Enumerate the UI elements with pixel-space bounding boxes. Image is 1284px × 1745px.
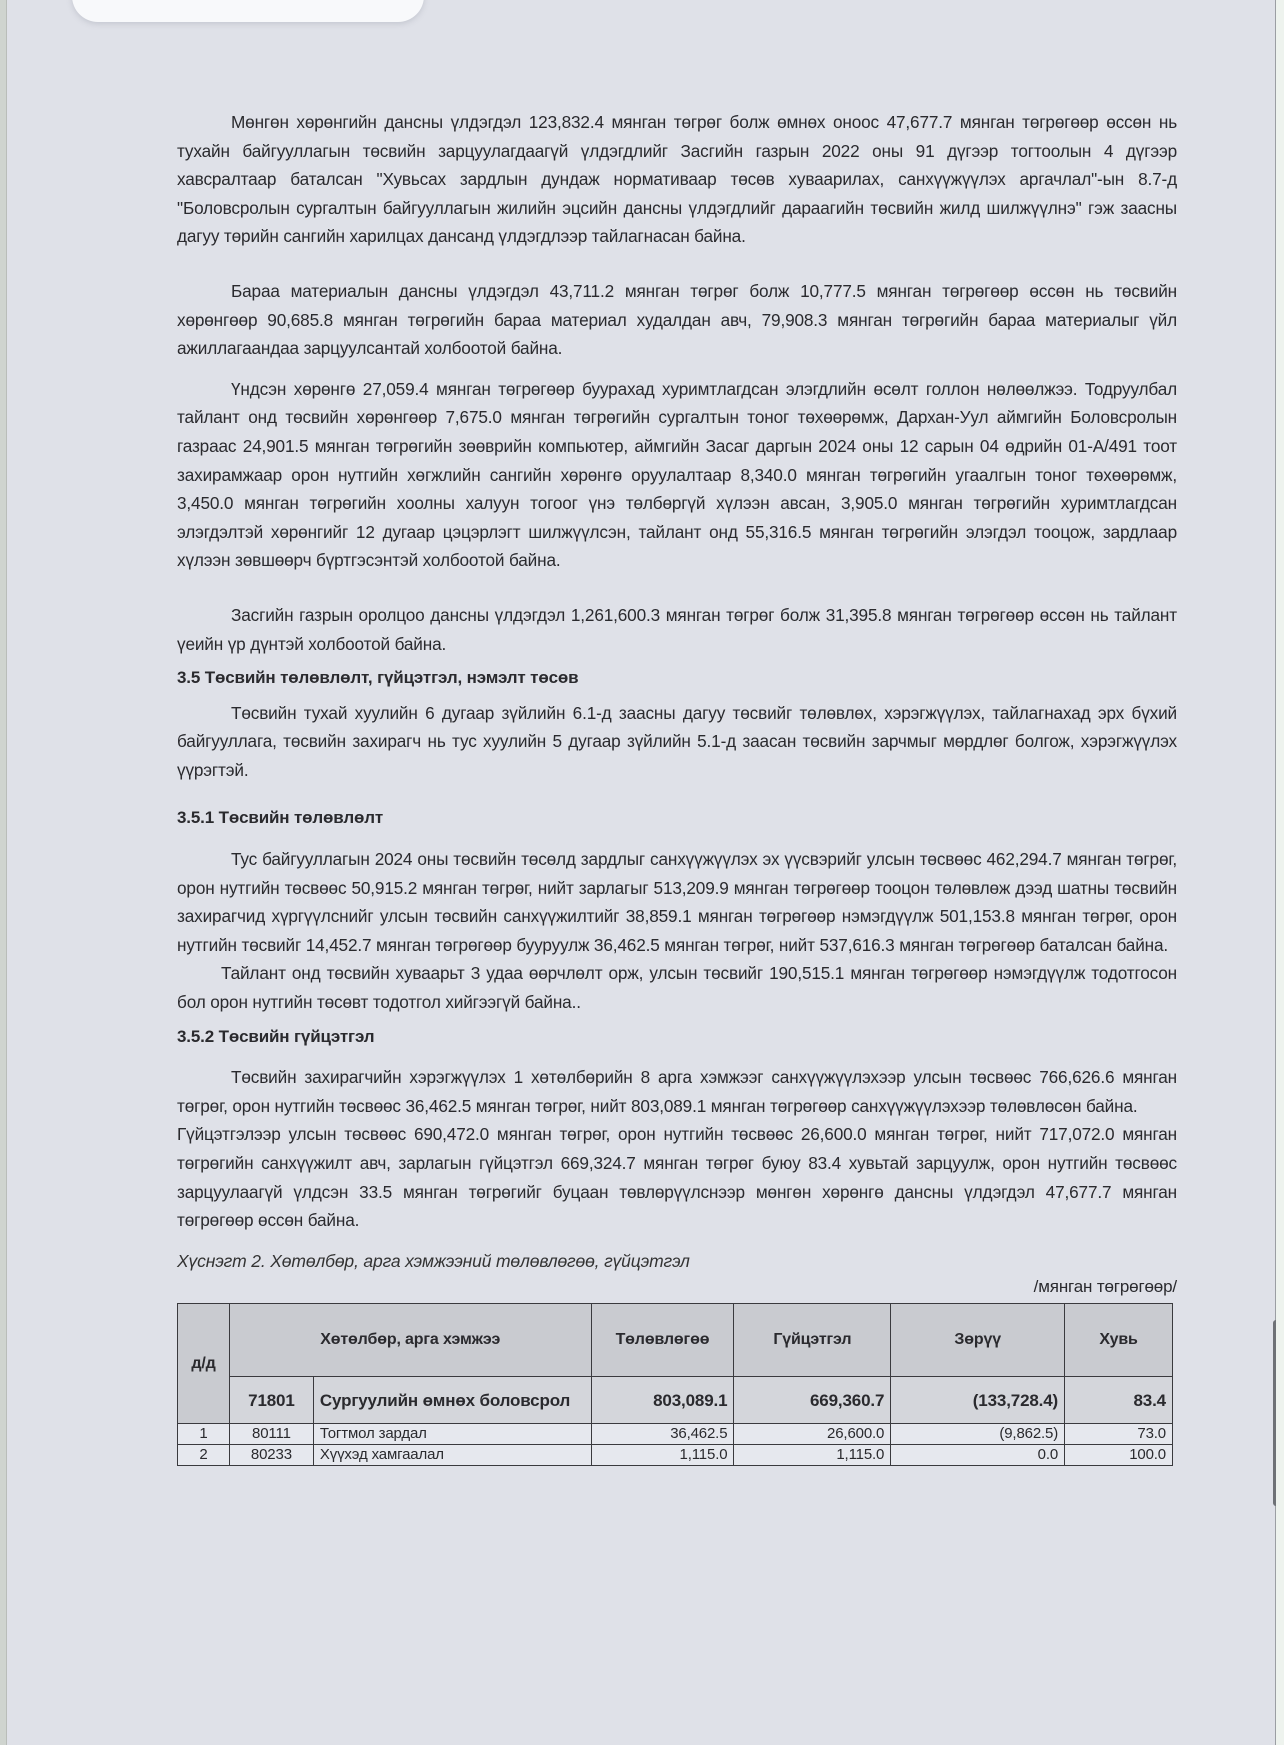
overlay-tab	[72, 0, 424, 22]
paragraph-fixed-assets: Үндсэн хөрөнгө 27,059.4 мянган төгрөгөөр буурахад хуримтлагдсан элэгдлийн өсөлт голлон нөлөөлжээ. Тодруулбал тайлант онд төсвийн хөрөнгөөр 7,675.0 мянган төгрөгийн сургалтын тоног төхөөрөмж, Дархан-Уул аймгийн Боловсролын газраас 24,901.5 мянган төгрөгийн зөөврийн компьютер, аймгийн Засаг даргын 2024 оны 12 сарын 04 өдрийн 01-А/491 тоот захирамжаар орон нутгийн хөгжлийн сангийн хөрөнгө оруулалтаар 8,340.0 мянган төгрөгийн угаалгын тоног төхөөрөмж, 3,450.0 мянган төгрөгийн хоолны халуун тогоог үнэ төлбөргүй хүлээн авсан, 3,905.0 мянган төгрөгийн хуримтлагдсан элэгдэлтэй хөрөнгийг 12 дугаар цэцэрлэгт шилжүүлсэн, тайлант онд 55,316.5 мянган төгрөгийн элэгдэл тооцож, зардлаар хүлээн зөвшөөрч бүртгэсэнтэй холбоотой байна.	[177, 378, 1177, 571]
section-heading-3-5-1: 3.5.1 Төсвийн төлөвлөлт	[177, 808, 384, 828]
paragraph-inventory: Бараа материалын дансны үлдэгдэл 43,711.2 мянган төгрөг болж 10,777.5 мянган төгрөгөөр өссөн нь төсвийн хөрөнгөөр 90,685.8 мянган төгрөгийн бараа материал худалдан авч, 79,908.3 мянган төгрөгийн бараа материалыг үйл ажиллагаандаа зарцуулсантай холбоотой байна.	[177, 280, 1177, 359]
row-name: Хүүхэд хамгаалал	[313, 1445, 591, 1466]
table-row	[178, 1424, 1173, 1445]
row-no: 2	[178, 1445, 230, 1466]
paragraph-budget-law: Төсвийн тухай хуулийн 6 дугаар зүйлийн 6.1-д заасны дагуу төсвийг төлөвлөх, хэрэгжүүлэх, тайлагнахад эрх бүхий байгууллага, төсвийн захирагч нь тус хуулийн 5 дугаар зүйлийн 5.1-д заасан төсвийн зарчмыг мөрдлөг болгож, хэрэгжүүлэх үүрэгтэй.	[177, 702, 1177, 780]
row-diff: 0.0	[891, 1445, 1065, 1466]
window-right-edge	[1276, 0, 1284, 1745]
row-diff: (9,862.5)	[891, 1424, 1065, 1445]
row-pct: 100.0	[1065, 1445, 1173, 1466]
table-unit-label: /мянган төгрөгөөр/	[1033, 1277, 1177, 1297]
row-no: 1	[178, 1424, 230, 1445]
program-code: 71801	[229, 1377, 313, 1424]
row-plan: 36,462.5	[591, 1424, 734, 1445]
document-content	[177, 108, 1177, 1466]
header-no: д/д	[178, 1304, 230, 1424]
window-left-edge	[0, 0, 7, 1745]
program-actual: 669,360.7	[734, 1377, 891, 1424]
paragraph-cash-balance: Мөнгөн хөрөнгийн дансны үлдэгдэл 123,832.4 мянган төгрөг болж өмнөх оноос 47,677.7 мянган төгрөгөөр өссөн нь тухайн байгууллагын төсвийн зарцуулагдаагүй үлдэгдлийг Засгийн газрын 2022 оны 91 дүгээр тогтоолын 4 дүгээр хавсралтаар баталсан "Хувьсах зардлын дундаж нормативаар төсөв хуваарилах, санхүүжүүлэх аргачлал"-ын 8.7-д "Боловсролын сургалтын байгууллагын жилийн эцсийн дансны үлдэгдлийг дараагийн төсвийн жилд шилжүүлнэ" гэж заасны дагуу төрийн сангийн харилцах дансанд үлдэгдлээр тайлагнасан байна.	[177, 112, 1177, 247]
row-name: Тогтмол зардал	[313, 1424, 591, 1445]
row-actual: 26,600.0	[734, 1424, 891, 1445]
header-diff: Зөрүү	[891, 1304, 1065, 1377]
row-pct: 73.0	[1065, 1424, 1173, 1445]
row-actual: 1,115.0	[734, 1445, 891, 1466]
paragraph-budget-execution-plan: Төсвийн захирагчийн хэрэгжүүлэх 1 хөтөлбөрийн 8 арга хэмжээг санхүүжүүлэхээр улсын төсвөөс 766,626.6 мянган төгрөг, орон нутгийн төсвөөс 36,462.5 мянган төгрөг, нийт 803,089.1 мянган төгрөгөөр санхүүжүүлэхээр төлөвлөсөн байна.	[177, 1067, 1177, 1116]
table-row-program	[178, 1377, 1173, 1424]
program-diff: (133,728.4)	[891, 1377, 1065, 1424]
budget-table	[177, 1303, 1173, 1466]
header-plan: Төлөвлөгөө	[591, 1304, 734, 1377]
row-code: 80111	[229, 1424, 313, 1445]
section-heading-3-5: 3.5 Төсвийн төлөвлөлт, гүйцэтгэл, нэмэлт төсөв	[177, 668, 579, 688]
program-name: Сургуулийн өмнөх боловсрол	[313, 1377, 591, 1424]
table-row	[178, 1445, 1173, 1466]
program-pct: 83.4	[1065, 1377, 1173, 1424]
header-actual: Гүйцэтгэл	[734, 1304, 891, 1377]
paragraph-budget-execution-actual: Гүйцэтгэлээр улсын төсвөөс 690,472.0 мянган төгрөг, орон нутгийн төсвөөс 26,600.0 мянган төгрөг, нийт 717,072.0 мянган төгрөгийн санхүүжилт авч, зарлагын гүйцэтгэл 669,324.7 мянган төгрөг буюу 83.4 хувьтай зарцуулж, орон нутгийн төсвөөс зарцуулаагүй үлдсэн 33.5 мянган төгрөгийг буцаан төвлөрүүлснээр мөнгөн хөрөнгө дансны үлдэгдэл 47,677.7 мянган төгрөгөөр өссөн байна.	[177, 1124, 1177, 1231]
paragraph-budget-planning: Тус байгууллагын 2024 оны төсвийн төсөлд зардлыг санхүүжүүлэх эх үүсвэрийг улсын төсвөөс 462,294.7 мянган төгрөг, орон нутгийн төсвөөс 50,915.2 мянган төгрөг, нийт зарлагыг 513,209.9 мянган төгрөгөөр тооцон төлөвлөж дээд шатны төсвийн захирагчид хүргүүлснийг улсын төсвийн санхүүжилтийг 38,859.1 мянган төгрөгөөр нэмэгдүүлж 501,153.8 мянган төгрөг, орон нутгийн төсвийг 14,452.7 мянган төгрөгөөр бууруулж 36,462.5 мянган төгрөг, нийт 537,616.3 мянган төгрөгөөр баталсан байна.	[177, 849, 1177, 955]
section-heading-3-5-2: 3.5.2 Төсвийн гүйцэтгэл	[177, 1026, 375, 1046]
row-plan: 1,115.0	[591, 1445, 734, 1466]
paragraph-budget-amendment: Тайлант онд төсвийн хуваарьт 3 удаа өөрчлөлт орж, улсын төсвийг 190,515.1 мянган төгрөгөөр нэмэгдүүлж тодотгосон бол орон нутгийн төсөвт тодотгол хийгээгүй байна..	[177, 963, 1177, 1013]
header-pct: Хувь	[1065, 1304, 1173, 1377]
header-program: Хөтөлбөр, арга хэмжээ	[229, 1304, 591, 1377]
row-code: 80233	[229, 1445, 313, 1466]
paragraph-government-equity: Засгийн газрын оролцоо дансны үлдэгдэл 1,261,600.3 мянган төгрөг болж 31,395.8 мянган төгрөгөөр өссөн нь тайлант үеийн үр дүнтэй холбоотой байна.	[177, 604, 1177, 654]
table-caption: Хүснэгт 2. Хөтөлбөр, арга хэмжээний төлөвлөгөө, гүйцэтгэл	[177, 1250, 690, 1271]
program-plan: 803,089.1	[591, 1377, 734, 1424]
